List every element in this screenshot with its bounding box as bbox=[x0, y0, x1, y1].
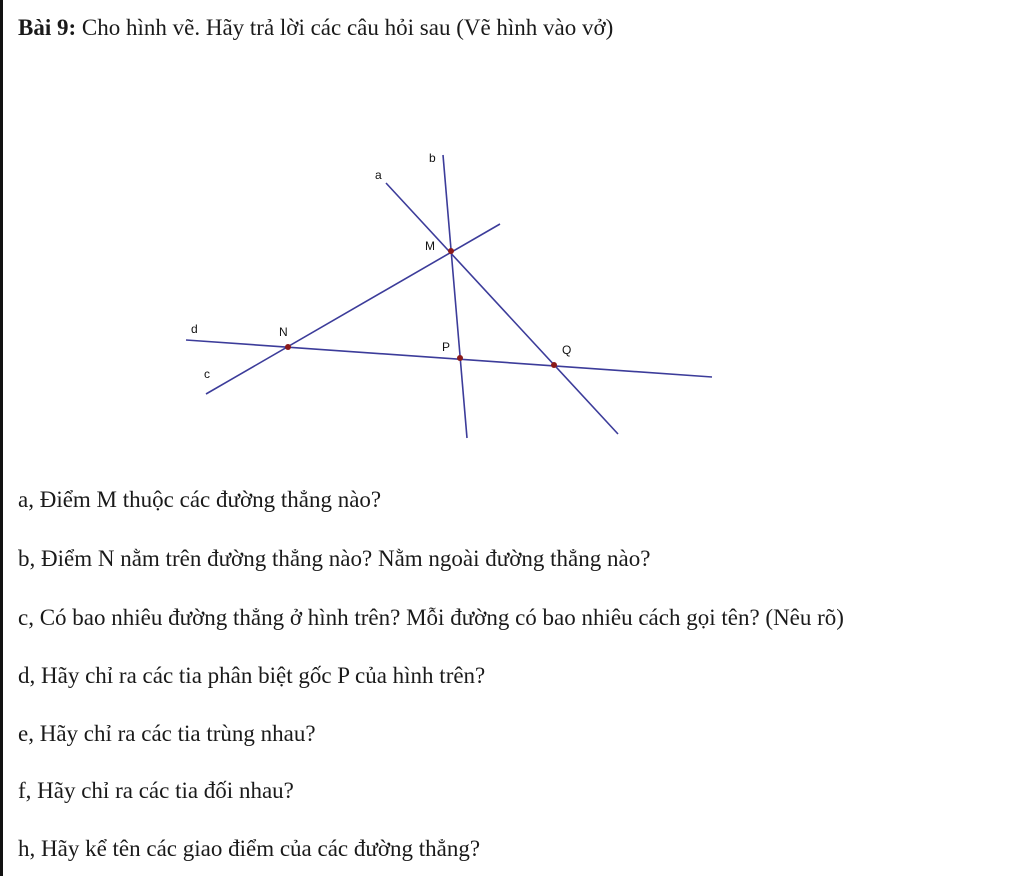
label-point-p: P bbox=[442, 340, 451, 354]
label-line-a: a bbox=[375, 168, 382, 182]
label-line-d: d bbox=[191, 322, 198, 336]
label-line-c: c bbox=[204, 367, 210, 381]
problem-title bbox=[18, 14, 613, 42]
question-b: b, Điểm N nằm trên đường thẳng nào? Nằm ngoài đường thẳng nào? bbox=[18, 546, 651, 571]
question-h: h, Hãy kể tên các giao điểm của các đường thẳng? bbox=[18, 836, 481, 861]
label-point-n: N bbox=[279, 325, 288, 339]
question-e: e, Hãy chỉ ra các tia trùng nhau? bbox=[18, 721, 316, 746]
label-point-q: Q bbox=[562, 343, 572, 357]
label-point-m: M bbox=[425, 239, 435, 253]
label-line-b: b bbox=[429, 151, 436, 165]
problem-label: Bài 9: bbox=[18, 15, 77, 40]
question-a: a, Điểm M thuộc các đường thẳng nào? bbox=[18, 487, 382, 512]
problem-text: Cho hình vẽ. Hãy trả lời các câu hỏi sau (Vẽ hình vào vở) bbox=[76, 15, 614, 40]
question-d: d, Hãy chỉ ra các tia phân biệt gốc P của hình trên? bbox=[18, 663, 486, 688]
question-f: f, Hãy chỉ ra các tia đối nhau? bbox=[18, 778, 294, 803]
question-c: c, Có bao nhiêu đường thẳng ở hình trên? Mỗi đường có bao nhiêu cách gọi tên? (Nêu rõ) bbox=[18, 605, 844, 630]
